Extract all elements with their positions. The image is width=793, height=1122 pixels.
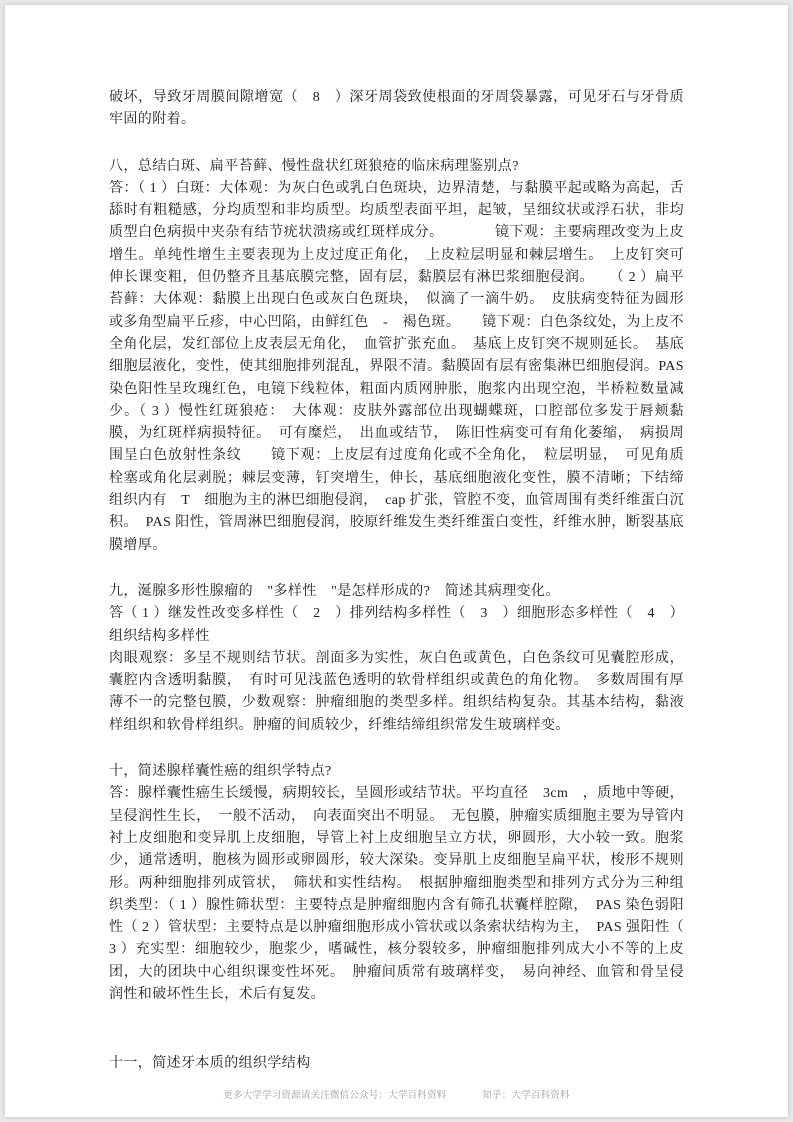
question-9-gross-description: 肉眼观察：多呈不规则结节状。剖面多为实性，灰白色或黄色，白色条纹可见囊腔形成，囊腔内含透明黏膜， 有时可见浅蓝色透明的软骨样组织或黄色的角化物。 多数周围有厚薄不一的完整包膜，少数观察：肿瘤细胞的类型多样。组织结构复杂。其基本结构，黏液样组织和软骨样组织。肿瘤的间质较少，纤维结缔组织常发生玻璃样变。	[109, 650, 684, 733]
document-page	[5, 5, 788, 1117]
document-content	[109, 87, 684, 1076]
question-11-heading: 十一，简述牙本质的组织学结构	[109, 1056, 311, 1072]
question-10-heading: 十，简述腺样囊性癌的组织学特点?	[109, 764, 332, 780]
question-10-answer: 答：腺样囊性癌生长缓慢，病期较长，呈圆形或结节状。平均直径 3cm ，质地中等硬，呈侵润性生长， 一般不活动， 向表面突出不明显。 无包膜，肿瘤实质细胞主要为导管内衬上皮细胞和变异肌上皮细胞，导管上衬上皮细胞呈立方状，卵圆形，大小较一致。胞浆少，通常透明，胞核为圆形或卵圆形，较大深染。变异肌上皮细胞呈扁平状，梭形不规则形。两种细胞排列成管状， 筛状和实性结构。 根据肿瘤细胞类型和排列方式分为三种组织类型：（ 1 ）腺性筛状型：主要特点是肿瘤细胞内含有筛孔状囊样腔隙， PAS 染色弱阳性（ 2 ）管状型：主要特点是以肿瘤细胞形成小管状或以条索状结构为主， PAS 强阳性（ 3 ）充实型：细胞较少，胞浆少，嗜碱性，核分裂较多，肿瘤细胞排列成大小不等的上皮团，大的团块中心组织课变性坏死。 肿瘤间质常有玻璃样变， 易向神经、血管和骨呈侵润性和破坏性生长，术后有复发。	[109, 786, 684, 1002]
question-9-answer-list: 答（ 1 ）继发性改变多样性（ 2 ）排列结构多样性（ 3 ）细胞形态多样性（ 4 ）组织结构多样性	[109, 606, 684, 644]
question-8-answer: 答：（ 1 ）白斑：大体观：为灰白色或乳白色斑块，边界清楚，与黏膜平起或略为高起，舌舔时有粗糙感，分均质型和非均质型。均质型表面平坦，起皱，呈细纹状或浮石状，非均质型白色病损中夹杂有结节疣状溃疡或红斑样成分。 镜下观：主要病理改变为上皮增生。单纯性增生主要表现为上皮过度正角化， 上皮粒层明显和棘层增生。 上皮钉突可伸长课变粗，但仍整齐且基底膜完整，固有层，黏膜层有淋巴浆细胞侵润。 （ 2 ）扁平苔藓：大体观：黏膜上出现白色或灰白色斑块， 似滴了一滴牛奶。 皮肤病变特征为圆形或多角型扁平丘疹，中心凹陷，由鲜红色 - 褐色斑。 镜下观：白色条纹处，为上皮不全角化层，发红部位上皮表层无角化， 血管扩张充血。 基底上皮钉突不规则延长。 基底细胞层液化，变性，使其细胞排列混乱，界限不清。黏膜固有层有密集淋巴细胞侵润。PAS 染色阳性呈玫瑰红色，电镜下线粒体，粗面内质网肿胀，胞浆内出现空泡，半桥粒数量减少。（ 3 ）慢性红斑狼疮： 大体观：皮肤外露部位出现蝴蝶斑，口腔部位多发于唇颊黏膜，为红斑样病损特征。 可有糜烂， 出血或结节， 陈旧性病变可有角化萎缩， 病损周围呈白色放射性条纹 镜下观：上皮层有过度角化或不全角化， 粒层明显， 可见角质栓塞或角化层剥脱；棘层变薄，钉突增生，伸长，基底细胞液化变性，膜不清晰；下结缔组织内有 T 细胞为主的淋巴细胞侵润， cap 扩张，管腔不变，血管周围有类纤维蛋白沉积。 PAS 阳性，管周淋巴细胞侵润，胶原纤维发生类纤维蛋白变性，纤维水肿，断裂基底膜增厚。	[109, 180, 684, 553]
footer-zhihu-note: 知乎：大学百科资料	[482, 1090, 570, 1101]
page-footer	[5, 1087, 788, 1101]
paragraph-periodontitis-continuation: 破坏，导致牙周膜间隙增宽（ 8 ）深牙周袋致使根面的牙周袋暴露，可见牙石与牙骨质牢固的附着。	[109, 90, 684, 128]
question-9-heading: 九，涎腺多形性腺瘤的 "多样性 "是怎样形成的? 简述其病理变化。	[109, 583, 560, 599]
footer-wechat-note: 更多大学学习资源请关注微信公众号：大学百科资料	[223, 1090, 447, 1101]
question-8-heading: 八，总结白斑、扁平苔藓、慢性盘状红斑狼疮的临床病理鉴别点?	[109, 158, 519, 174]
